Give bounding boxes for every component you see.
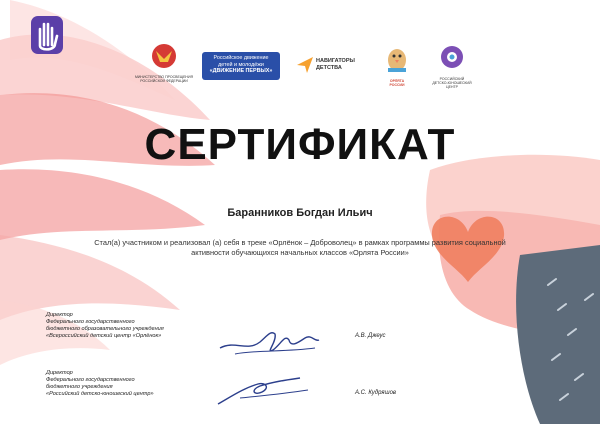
sig1-line3: бюджетного образовательного учреждения	[46, 326, 164, 332]
orlyata-logo	[382, 44, 412, 87]
navigators-arrow-icon	[296, 56, 314, 74]
youth-center-emblem-icon	[432, 44, 472, 72]
recipient-name: Баранников Богдан Ильич	[227, 207, 373, 219]
signature-2-name: А.С. Кудряшов	[355, 390, 397, 396]
sig2-line4: «Российский детско-юношеский центр»	[46, 391, 154, 397]
movement-line2: детей и молодёжи	[218, 61, 264, 68]
signature-2-image	[210, 370, 320, 412]
navigators-line1: НАВИГАТОРЫ	[316, 58, 355, 64]
hands-decoration	[426, 155, 600, 424]
sig2-line3: бюджетного учреждения	[46, 384, 113, 390]
sig1-line4: «Всероссийский детский центр «Орлёнок»	[46, 333, 162, 339]
signature-block-2-label	[46, 370, 154, 398]
signature-block-1-label	[46, 312, 164, 340]
sig1-line1: Директор	[46, 312, 73, 318]
signature-1-name: А.В. Джеус	[355, 333, 386, 339]
ministry-logo	[134, 42, 194, 83]
orlyata-bird-icon	[382, 44, 412, 74]
signature-1-image	[215, 320, 325, 362]
ministry-caption: МИНИСТЕРСТВО ПРОСВЕЩЕНИЯ РОССИЙСКОЙ ФЕДЕРАЦИИ	[135, 75, 193, 84]
certificate-description: Стал(а) участником и реализовал (а) себя в треке «Орлёнок – Доброволец» в рамках программы развития социальной активности обучающихся начальных классов «Орлята России»	[94, 238, 506, 257]
youth-center-logo	[432, 44, 472, 90]
sig2-line2: Федерального государственного	[46, 377, 135, 383]
hand-logo-icon	[30, 15, 64, 55]
orlyata-caption: ОРЛЯТА РОССИИ	[389, 79, 405, 88]
certificate-title: СЕРТИФИКАТ	[144, 120, 456, 169]
movement-line1: Российское движение	[213, 55, 269, 61]
sig2-line1: Директор	[46, 370, 73, 376]
movement-line3: «ДВИЖЕНИЕ ПЕРВЫХ»	[209, 68, 273, 75]
movement-logo	[202, 52, 280, 80]
ministry-emblem-icon	[134, 42, 194, 70]
youth-center-caption: РОССИЙСКИЙ ДЕТСКО-ЮНОШЕСКИЙ ЦЕНТР	[432, 77, 472, 90]
navigators-logo	[296, 52, 362, 78]
navigators-line2: ДЕТСТВА	[316, 65, 342, 71]
sig1-line2: Федерального государственного	[46, 319, 135, 325]
